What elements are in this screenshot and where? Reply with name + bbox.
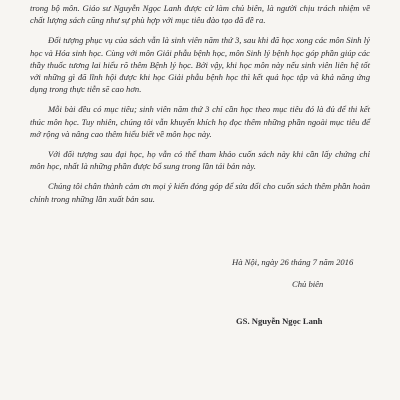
paragraph-gap: [30, 95, 370, 103]
paragraph-2: Đối tượng phục vụ của sách vẫn là sinh viên năm thứ 3, sau khi đã học xong các môn Sinh lý học và Hóa sinh học. Cùng với môn Giải phẫu bệnh học, môn Sinh lý bệnh học góp phần giúp các thầy thuốc tương lai hiểu rõ thêm Bệnh lý học. Bởi vậy, khi học môn này nếu sinh viên liên hệ tốt với những gì đã lĩnh hội được khi học Giải phẫu bệnh học thì kết quả học tập và khả năng ứng dụng trong thực tiễn sẽ cao hơn.: [30, 35, 370, 95]
paragraph-gap: [30, 26, 370, 34]
editor-role: Chủ biên: [292, 279, 324, 289]
paragraph-gap: [30, 172, 370, 180]
paragraph-4: Với đối tượng sau đại học, họ vẫn có thể tham khảo cuốn sách này khi cần lấy chứng chỉ môn học, nhất là những phần được bổ sung trong lần tái bản này.: [30, 149, 370, 172]
paragraph-3: Mỗi bài đều có mục tiêu; sinh viên năm thứ 3 chỉ cần học theo mục tiêu đó là đủ để thi kết thúc môn học. Tuy nhiên, chúng tôi vẫn khuyến khích họ đọc thêm những phần ngoài mục tiêu để mở rộng và nâng cao thêm hiểu biết về môn học này.: [30, 104, 370, 139]
paragraph-gap: [30, 140, 370, 148]
place-date: Hà Nội, ngày 26 tháng 7 năm 2016: [232, 257, 354, 267]
paragraph-1: trong bộ môn. Giáo sư Nguyễn Ngọc Lanh được cử làm chủ biên, là người chịu trách nhiệm về chất lượng sách cũng như sự phù hợp với mục tiêu đào tạo đã đề ra.: [30, 3, 370, 26]
paragraph-5: Chúng tôi chân thành cảm ơn mọi ý kiến đóng góp để sửa đổi cho cuốn sách thêm phần hoàn chỉnh trong những lần xuất bản sau.: [30, 181, 370, 204]
author-name: GS. Nguyễn Ngọc Lanh: [236, 316, 323, 326]
